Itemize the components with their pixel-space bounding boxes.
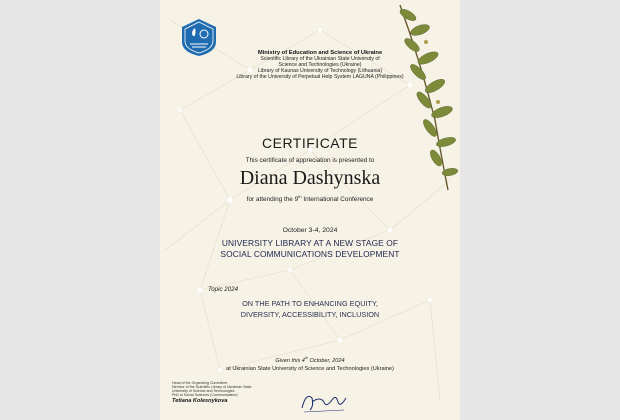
given-prefix: Given this 4 <box>275 357 305 364</box>
given-sup: th <box>304 356 308 360</box>
topic-text <box>160 299 460 320</box>
signature-icon <box>298 388 350 414</box>
head-line: Director of the Scientific Library of Ukrainian State <box>172 385 252 390</box>
attending-sup: th <box>298 194 302 199</box>
conference-title-line: SOCIAL COMMUNICATIONS DEVELOPMENT <box>220 248 400 259</box>
attending-suffix: International Conference <box>301 196 374 204</box>
ministry-line: Science and Technologies (Ukraine) <box>278 61 362 68</box>
attending-text <box>160 194 460 203</box>
ministry-block <box>200 50 440 81</box>
given-place: at Ukrainian State University of Science and Technologies (Ukraine) <box>226 366 394 372</box>
topic-line: ON THE PATH TO ENHANCING EQUITY, <box>242 299 378 308</box>
conference-dates: October 3-4, 2024 <box>282 227 338 234</box>
topic-line: DIVERSITY, ACCESSIBILITY, INCLUSION <box>240 309 380 319</box>
given-date <box>160 356 460 364</box>
head-name: Tetiana Kolesnykova <box>172 398 228 405</box>
head-line: University of Science and Technologies <box>172 389 235 394</box>
attending-prefix: for attending the 9 <box>246 196 299 204</box>
head-block <box>172 381 292 404</box>
topic-label: Topic 2024 <box>208 286 239 293</box>
ministry-title: Ministry of Education and Science of Ukraine <box>257 50 383 56</box>
ministry-line: Library of Kaunas University of Technology (Lithuania) <box>257 67 383 74</box>
conference-title <box>160 238 460 260</box>
ministry-line: Scientific Library of the Ukrainian State University of <box>260 55 380 62</box>
presented-text: This certificate of appreciation is presented to <box>245 157 375 164</box>
certificate-title: CERTIFICATE <box>262 135 358 151</box>
head-line: Head of the Organizing Committee <box>172 381 228 385</box>
conference-title-line: UNIVERSITY LIBRARY AT A NEW STAGE OF <box>221 238 399 248</box>
given-suffix: October, 2024 <box>307 357 345 364</box>
head-line: PhD in Social Sciences (Communication) <box>172 393 238 398</box>
certificate-sheet <box>160 0 460 420</box>
recipient-name: Diana Dashynska <box>239 167 381 189</box>
oak-branch-icon <box>390 0 460 195</box>
ministry-line: Library of the University of Perpetual Help System LAGUNA (Philippines) <box>236 73 404 80</box>
